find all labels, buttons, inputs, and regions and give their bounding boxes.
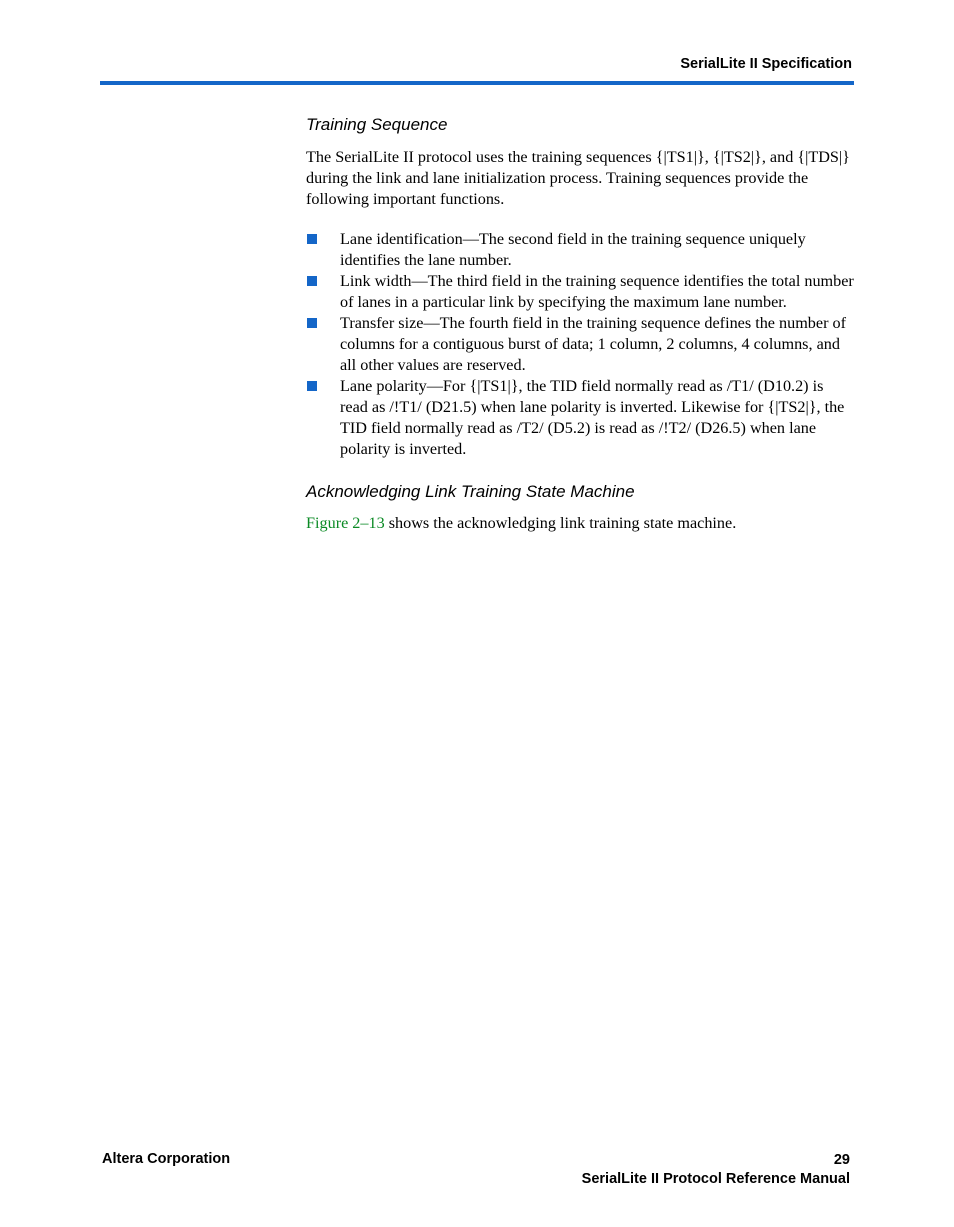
list-item-text: Lane identification—The second field in the training sequence uniquely identifies the lane number. <box>340 230 806 269</box>
list-item <box>306 271 854 313</box>
intro-paragraph: The SerialLite II protocol uses the training sequences {|TS1|}, {|TS2|}, and {|TDS|} during the link and lane initialization process. Training sequences provide the following important functions. <box>306 148 850 208</box>
section-heading-training-sequence: Training Sequence <box>306 115 448 134</box>
list-item <box>306 376 854 460</box>
figure-reference-paragraph <box>306 513 854 534</box>
running-header-title: SerialLite II Specification <box>680 56 852 72</box>
figure-link[interactable]: Figure 2–13 <box>306 514 385 532</box>
page-body <box>306 112 854 534</box>
square-bullet-icon <box>307 381 317 391</box>
list-item <box>306 313 854 376</box>
square-bullet-icon <box>307 276 317 286</box>
list-item-text: Transfer size—The fourth field in the training sequence defines the number of columns for a contiguous burst of data; 1 column, 2 columns, 4 columns, and all other values are reserved. <box>340 314 847 374</box>
header-rule <box>100 81 854 85</box>
list-item-text: Lane polarity—For {|TS1|}, the TID field normally read as /T1/ (D10.2) is read as /!T1/ (D21.5) when lane polarity is inverted. Likewise for {|TS2|}, the TID field normally read as /T2/ (D5.2) is read as /!T2/ (D26.5) when lane polarity is inverted. <box>340 377 845 458</box>
footer-right-block <box>582 1151 850 1189</box>
square-bullet-icon <box>307 318 317 328</box>
section-heading-acknowledging-state-machine: Acknowledging Link Training State Machine <box>306 482 635 501</box>
manual-title: SerialLite II Protocol Reference Manual <box>581 1171 850 1187</box>
function-list <box>306 229 854 460</box>
footer-company: Altera Corporation <box>102 1151 231 1167</box>
figure-reference-text: shows the acknowledging link training state machine. <box>384 514 737 532</box>
list-item <box>306 229 854 271</box>
page-number: 29 <box>833 1152 850 1168</box>
square-bullet-icon <box>307 234 317 244</box>
list-item-text: Link width—The third field in the training sequence identifies the total number of lanes in a particular link by specifying the maximum lane number. <box>340 272 854 311</box>
